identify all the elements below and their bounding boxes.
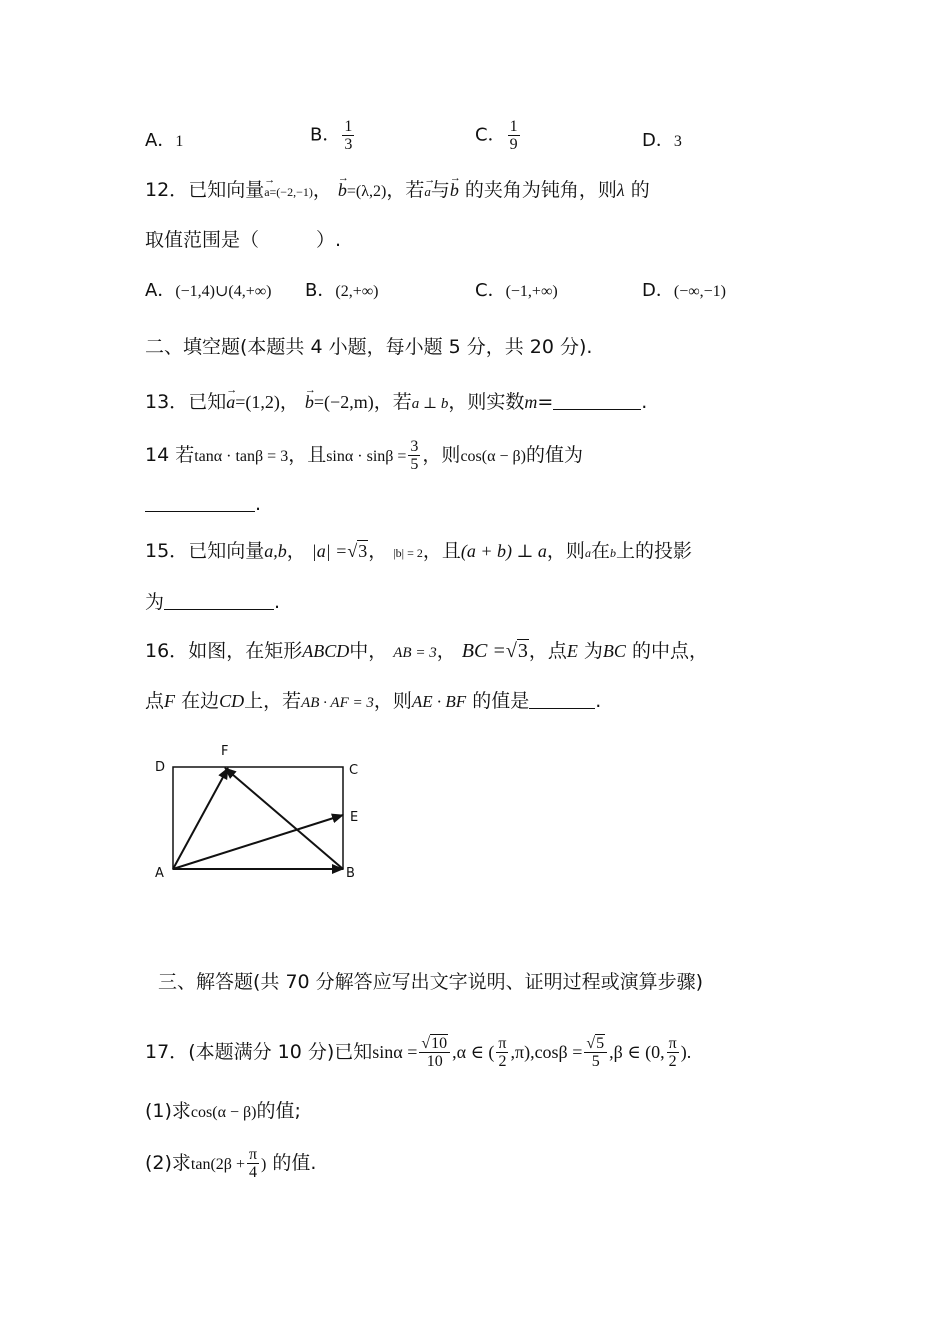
section-3-heading: 三、解答题(共 70 分解答应写出文字说明、证明过程或演算步骤) <box>158 971 704 993</box>
text: ， <box>312 179 332 201</box>
text: 与 <box>430 179 450 201</box>
math: CD <box>219 691 245 711</box>
math: |a| = <box>311 541 348 561</box>
text: ，点 <box>528 640 567 662</box>
text: 点 <box>145 690 165 712</box>
fraction <box>247 1146 259 1181</box>
math: ,α ∈ ( <box>452 1042 495 1062</box>
q13-line <box>145 388 647 418</box>
text: 在 <box>590 540 610 562</box>
label-d: D <box>155 760 166 775</box>
text: 已知向量 <box>188 179 265 201</box>
q16-line-1: 16．如图，在矩形ABCD中， AB = 3， BC =√3，点E 为BC 的中点， <box>145 640 708 662</box>
denominator: 3 <box>344 136 353 153</box>
question-number: 16． <box>145 640 189 662</box>
text: ，且 <box>288 444 327 466</box>
math: a <box>584 546 591 560</box>
q14-line-1 <box>145 438 583 473</box>
sqrt-value: 10 <box>431 1035 448 1052</box>
text: 为 <box>145 591 165 613</box>
denominator: 10 <box>426 1053 443 1070</box>
denominator: 9 <box>509 136 518 153</box>
denominator: 2 <box>498 1053 507 1070</box>
rectangle-abcd <box>173 767 343 869</box>
math: AB · AF = 3 <box>301 695 374 711</box>
math: (a + b) ⊥ a <box>460 541 547 561</box>
fraction <box>667 1035 679 1070</box>
math: BC = <box>461 640 506 662</box>
label-e: E <box>350 810 359 825</box>
text: 的中点， <box>631 640 708 662</box>
math: m <box>524 392 538 412</box>
text: ，则 <box>422 444 461 466</box>
rectangle-figure <box>145 735 375 885</box>
math: λ <box>616 180 625 200</box>
sqrt-value: 3 <box>517 640 528 662</box>
text: . <box>255 493 262 515</box>
text: 上，若 <box>244 690 302 712</box>
text: 如图，在矩形 <box>188 640 303 662</box>
option-label: C． <box>475 124 506 146</box>
answer-blank <box>164 591 274 610</box>
vector-a: → a <box>264 178 269 206</box>
text: ， <box>368 540 388 562</box>
math: ,β ∈ (0, <box>609 1042 665 1062</box>
option-value: (−1,4)∪(4,+∞) <box>175 283 272 300</box>
math: |b| = 2 <box>393 546 423 560</box>
fraction: $\frac{√5}{5}$ <box>584 1035 607 1070</box>
math: =(−2,−1) <box>269 185 313 199</box>
math: =(λ,2) <box>346 183 387 200</box>
fraction: $\frac{√10}{10}$ <box>419 1035 450 1070</box>
q11-option-d <box>642 127 682 156</box>
q11-option-c <box>475 118 522 153</box>
text: 的值为 <box>525 444 583 466</box>
denominator: 4 <box>249 1164 257 1181</box>
text: 的 <box>630 179 650 201</box>
q15-line-2 <box>145 588 280 616</box>
text: 已知向量 <box>188 540 265 562</box>
math: =(−2,m) <box>313 392 374 412</box>
text: ，且 <box>422 540 461 562</box>
math: sinα · sinβ = <box>326 448 407 465</box>
option-label: B． <box>310 124 341 146</box>
sqrt-value: 5 <box>596 1035 605 1052</box>
math: cos(α − β) <box>190 1104 257 1121</box>
vector-a: → a <box>226 388 235 416</box>
text: (1)求 <box>145 1100 191 1122</box>
text: ，则实数 <box>448 391 525 413</box>
math: =(1,2) <box>235 392 280 412</box>
option-value: (−∞,−1) <box>673 283 726 300</box>
math: tanα · tanβ = 3 <box>194 448 289 465</box>
option-value: 3 <box>673 133 682 150</box>
section-2-heading: 二、填空题(本题共 4 小题，每小题 5 分，共 20 分). <box>145 336 593 358</box>
math: sinα = <box>372 1042 418 1062</box>
q12-option-a <box>145 277 272 306</box>
text: ，则 <box>546 540 585 562</box>
math: ABCD <box>302 641 350 661</box>
math: ,π),cosβ = <box>510 1042 583 1062</box>
q16-line-2 <box>145 687 601 717</box>
text: (2)求 <box>145 1152 191 1174</box>
option-label: B． <box>305 280 336 301</box>
q17-line <box>145 1034 691 1070</box>
text: 已知 <box>188 391 227 413</box>
answer-blank <box>145 493 255 512</box>
answer-blank <box>553 391 641 410</box>
math: AE · BF <box>411 692 467 711</box>
option-label: A． <box>145 280 176 301</box>
text: ，若 <box>373 391 412 413</box>
text: (本题满分 10 分)已知 <box>188 1041 373 1063</box>
numerator: π <box>668 1035 677 1052</box>
q17-part-1 <box>145 1097 301 1127</box>
q12-option-d <box>642 277 726 306</box>
text: 在边 <box>181 690 220 712</box>
fraction <box>508 118 520 153</box>
q15-line-1: 15．已知向量a,b， |a| =√3， |b| = 2，且(a + b) ⊥ a，则a在b上的投影 <box>145 540 692 562</box>
q12-option-b <box>305 277 378 306</box>
text: 的夹角为钝角，则 <box>464 179 617 201</box>
option-value: 1 <box>175 133 184 150</box>
question-number: 13． <box>145 391 189 413</box>
math: ) <box>261 1156 267 1173</box>
text: . <box>595 690 602 712</box>
numerator: 1 <box>344 118 353 135</box>
numerator: π <box>248 1146 258 1163</box>
text: 中， <box>349 640 388 662</box>
fraction <box>342 118 354 153</box>
option-value: (−1,+∞) <box>505 283 558 300</box>
vector-a: → a <box>424 178 431 206</box>
sqrt-value: 3 <box>358 541 368 561</box>
fraction <box>408 438 420 473</box>
question-number: 17． <box>145 1041 189 1063</box>
question-number: 15． <box>145 540 189 562</box>
math: a ⊥ b <box>411 396 449 412</box>
q14-line-2 <box>145 490 261 518</box>
math: AB = 3 <box>393 645 437 661</box>
q12-line-2 <box>145 226 341 254</box>
math: F <box>164 691 176 711</box>
text: ，若 <box>386 179 425 201</box>
text: . <box>274 591 281 613</box>
denominator: 5 <box>591 1053 600 1070</box>
text: = <box>537 391 554 413</box>
denominator: 5 <box>410 456 419 473</box>
vector-b: → b <box>338 176 347 204</box>
math: BC <box>602 641 626 661</box>
q11-option-b <box>310 118 356 153</box>
label-f: F <box>221 744 229 759</box>
label-a: A <box>155 866 164 881</box>
option-label: A． <box>145 130 176 151</box>
answer-blank <box>529 690 595 709</box>
text: 取值范围是（ ）. <box>145 229 342 251</box>
fraction <box>496 1035 508 1070</box>
math: b <box>609 546 616 560</box>
math: E <box>566 641 578 661</box>
option-value: (2,+∞) <box>335 283 379 300</box>
q12-line-1 <box>145 176 650 206</box>
question-number: 12． <box>145 179 189 201</box>
numerator: 3 <box>410 438 419 455</box>
vector-b: → b <box>450 176 459 204</box>
label-b: B <box>346 866 355 881</box>
option-label: C． <box>475 280 506 301</box>
question-number: 14 若 <box>145 444 195 466</box>
q11-option-a <box>145 127 183 156</box>
text: ， <box>436 640 456 662</box>
math: a,b <box>264 541 287 561</box>
text: 的值是 <box>472 690 530 712</box>
math: ). <box>680 1042 692 1062</box>
text: . <box>641 391 648 413</box>
vector-b: → b <box>305 388 314 416</box>
numerator: 1 <box>509 118 518 135</box>
option-label: D． <box>642 280 674 301</box>
numerator: π <box>498 1035 507 1052</box>
vector-bf <box>225 768 343 869</box>
q17-part-2 <box>145 1145 316 1183</box>
q12-option-c <box>475 277 558 306</box>
text: 为 <box>583 640 603 662</box>
text: ， <box>286 540 306 562</box>
math: cos(α − β) <box>460 448 526 465</box>
label-c: C <box>349 763 359 778</box>
option-label: D． <box>642 130 674 151</box>
text: 上的投影 <box>615 540 692 562</box>
text: 的值; <box>256 1100 301 1122</box>
text: ，则 <box>373 690 412 712</box>
math: tan(2β + <box>190 1156 245 1173</box>
text: 的值. <box>272 1152 317 1174</box>
denominator: 2 <box>668 1053 677 1070</box>
text: ， <box>279 391 299 413</box>
